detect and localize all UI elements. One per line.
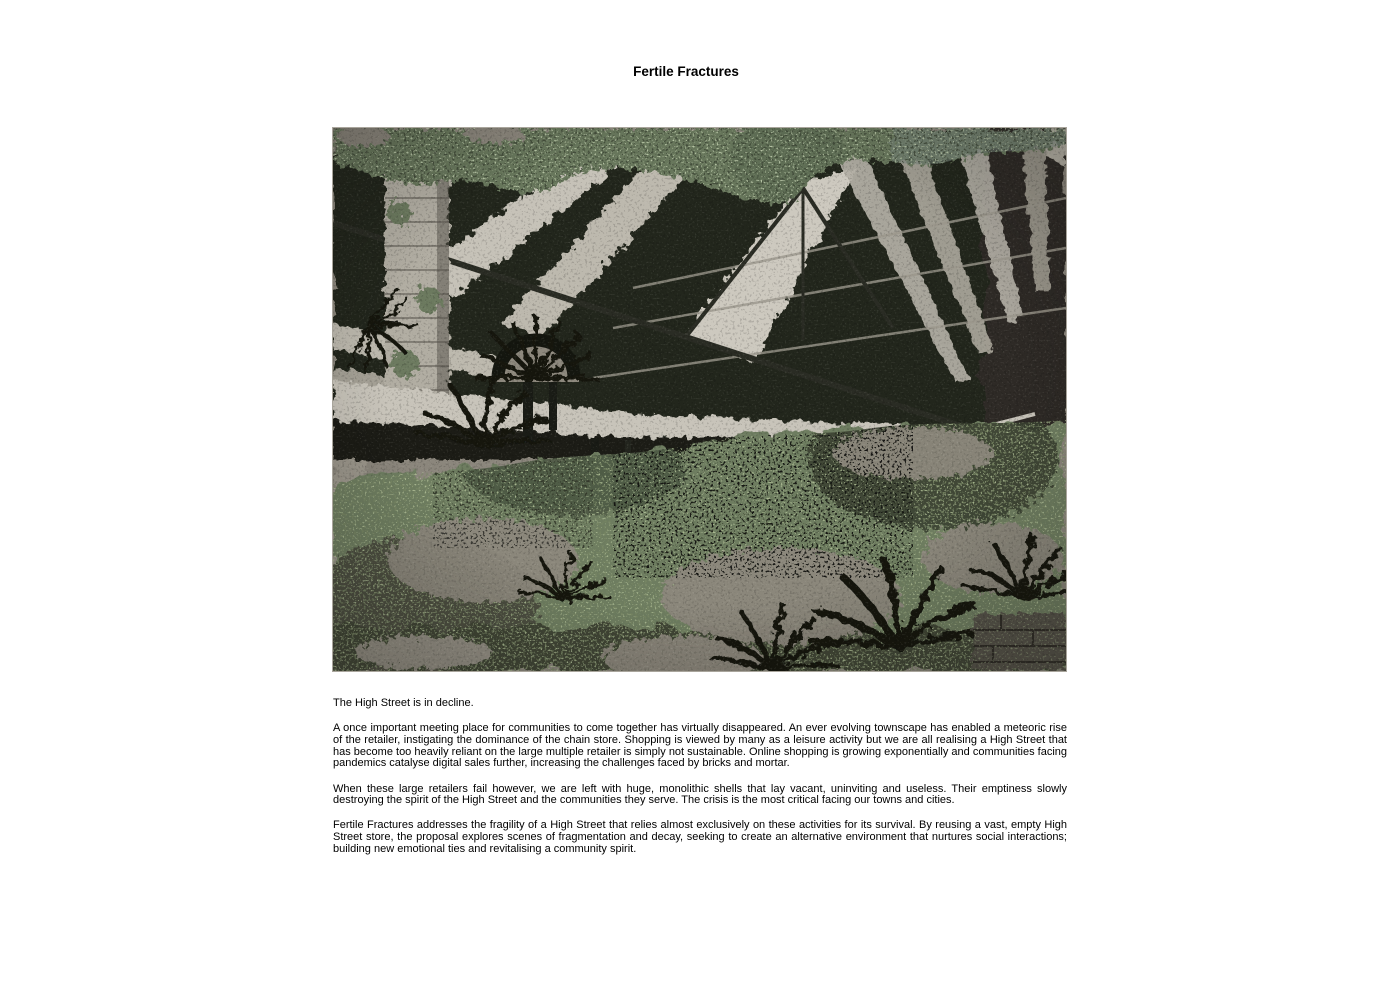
paragraph-proposal: Fertile Fractures addresses the fragility of a High Street that relies almost exclusively on these activities for its survival. By reusing a vast, empty High Street store, the proposal explores scenes of fragmentation and decay, seeking to create an alternative environment that nurtures social interactions; building new emotional ties and revitalising a community spirit. (333, 819, 1067, 855)
paragraph-crisis: When these large retailers fail however, we are left with huge, monolithic shells that lay vacant, uninviting and useless. Their emptiness slowly destroying the spirit of the High Street and the communities they serve. The crisis is the most critical facing our towns and cities. (333, 782, 1067, 807)
page-title: Fertile Fractures (633, 64, 739, 79)
artwork-illustration (333, 128, 1066, 671)
artwork-image (333, 128, 1066, 671)
paragraph-context: A once important meeting place for communities to come together has virtually disappeared. An ever evolving townscape has enabled a meteoric rise of the retailer, instigating the dominance of the chain store. Shopping is viewed by many as a leisure activity but we are all realising a High Street that has become too heavily reliant on the large multiple retailer is simply not sustainable. Online shopping is growing exponentially and communities facing pandemics catalyse digital sales further, increasing the challenges faced by bricks and mortar. (333, 722, 1067, 770)
body-text (333, 698, 1067, 869)
paragraph-intro: The High Street is in decline. (333, 697, 474, 709)
